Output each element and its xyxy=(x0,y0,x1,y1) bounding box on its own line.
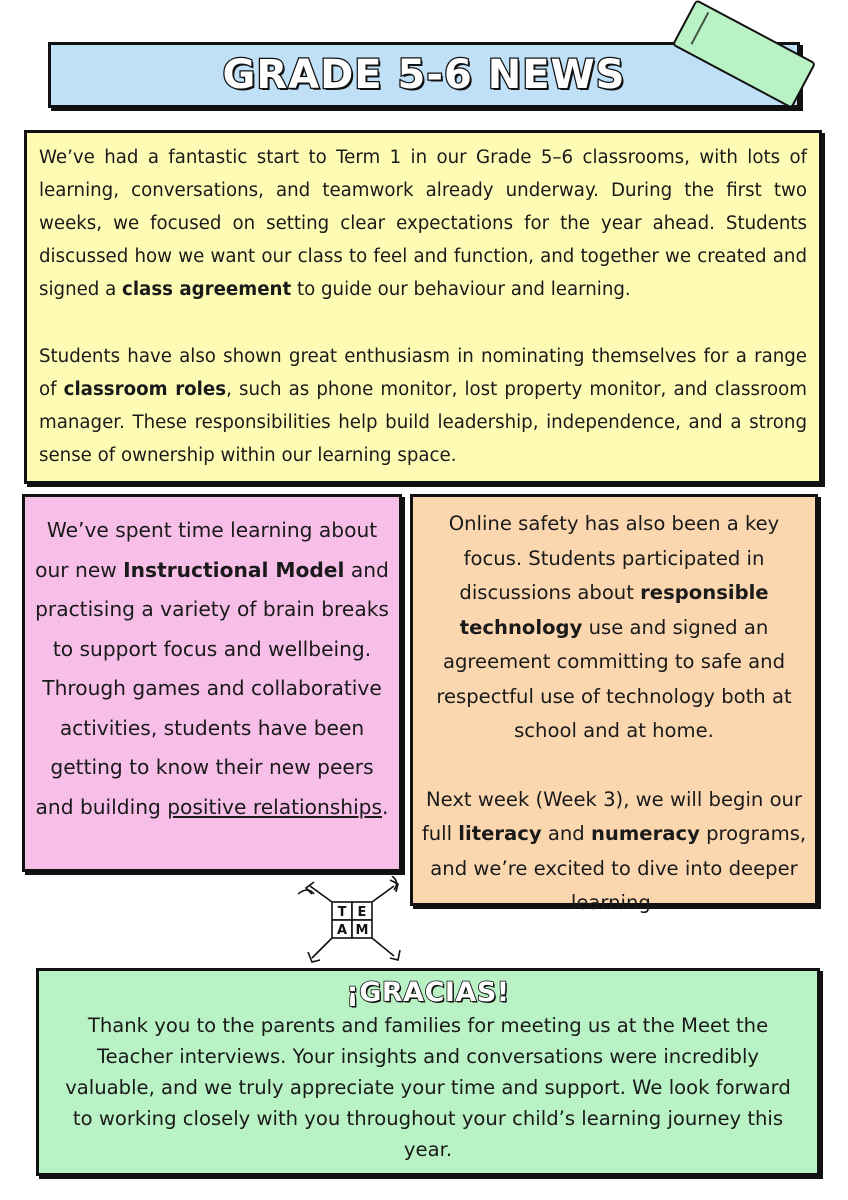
instructional-model-section xyxy=(22,494,402,872)
thanks-title: ¡GRACIAS! xyxy=(346,977,510,1008)
thanks-section xyxy=(36,968,820,1176)
page-title: GRADE 5-6 NEWS xyxy=(222,52,626,98)
team-puzzle-illustration xyxy=(290,876,416,966)
instructional-model-text: We’ve spent time learning about our new Instructional Model and practising a variety of brain breaks to support focus and wellbeing. Through games and collaborative activities, students have been getting to know their new peers and building positive relationships. xyxy=(35,518,389,819)
online-safety-section xyxy=(410,494,818,914)
intro-paragraph-2: Students have also shown great enthusiasm in nominating themselves for a range of classroom roles, such as phone monitor, lost property monitor, and classroom manager. These responsibilities help build leadership, independence, and a strong sense of ownership within our learning space. xyxy=(39,346,808,466)
online-safety-text: Online safety has also been a key focus. Students participated in discussions about responsible technology use and signed an agreement committing to safe and respectful use of technology both at school and at home. xyxy=(436,512,792,742)
puzzle-letter-e: E xyxy=(357,905,367,920)
next-week-text: Next week (Week 3), we will begin our full literacy and numeracy programs, and we’re excited to dive into deeper learning. xyxy=(421,787,807,914)
intro-paragraph-1: We’ve had a fantastic start to Term 1 in our Grade 5–6 classrooms, with lots of learning, conversations, and teamwork already underway. During the first two weeks, we focused on setting clear expectations for the year ahead. Students discussed how we want our class to feel and function, and together we created and signed a class agreement to guide our behaviour and learning. xyxy=(39,147,807,300)
puzzle-letter-a: A xyxy=(336,923,348,938)
thanks-body: Thank you to the parents and families for meeting us at the Meet the Teacher interviews. Your insights and conversations were incredibly valuable, and we truly appreciate your time and support. We look forward to working closely with you throughout your child’s learning journey this year. xyxy=(65,1014,791,1161)
puzzle-letter-m: M xyxy=(355,923,369,938)
intro-section xyxy=(24,130,822,484)
puzzle-letter-t: T xyxy=(337,905,347,920)
